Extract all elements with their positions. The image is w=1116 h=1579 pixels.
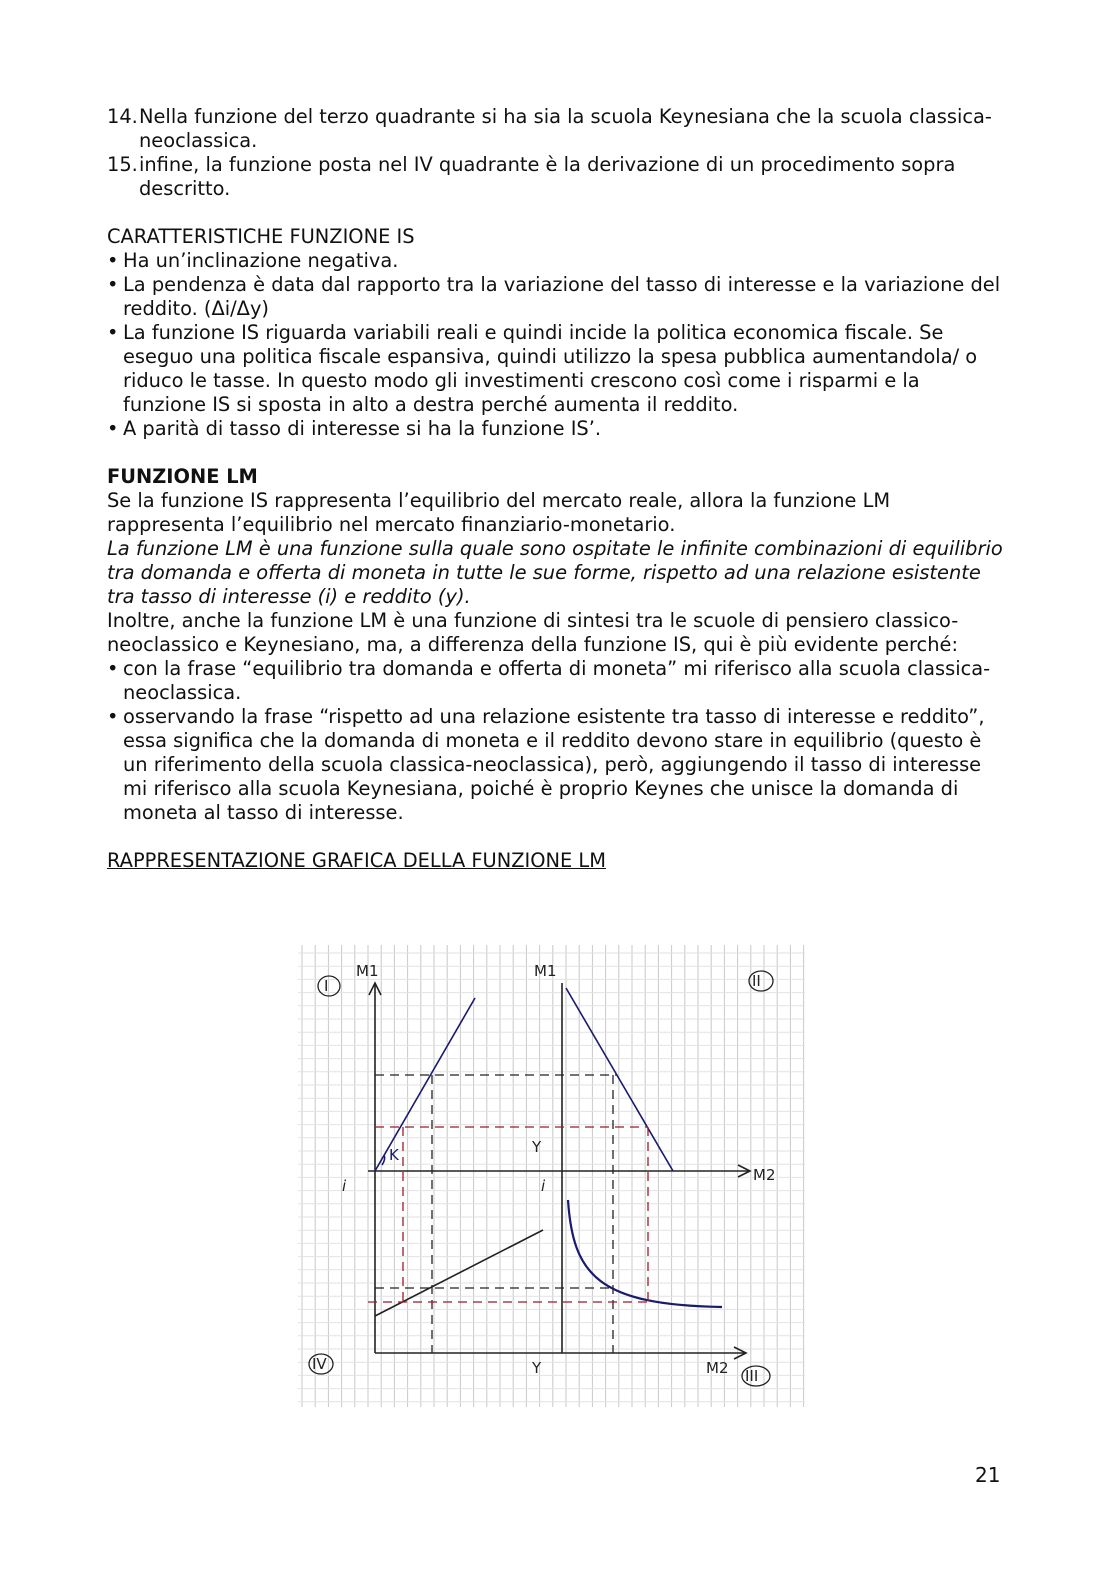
label-m1: M1 [534,962,557,980]
list-item: • La pendenza è data dal rapporto tra la variazione del tasso di interesse e la variazione del reddito. (Δi/Δy) [107,273,1001,320]
list-item: 15. infine, la funzione posta nel IV quadrante è la derivazione di un procedimento sopra descritto. [107,153,956,200]
label-y: Y [532,1359,542,1377]
label-q4: IV [312,1355,327,1373]
label-m1: M1 [356,962,379,980]
grid-paper [298,945,805,1407]
list-item: • Ha un’inclinazione negativa. [107,249,399,272]
label-y: Y [532,1138,542,1156]
is-heading: CARATTERISTICHE FUNZIONE IS [107,225,415,248]
label-k: K [389,1146,399,1164]
graph-heading: RAPPRESENTAZIONE GRAFICA DELLA FUNZIONE LM [107,849,606,872]
list-item: • La funzione IS riguarda variabili reali e quindi incide la politica economica fiscale. Se eseguo una politica fiscale espansiva, quindi utilizzo la spesa pubblica aumentandola/ o riduco le tasse. In questo modo gli investimenti crescono così come i risparmi e la funzione IS si sposta in alto a destra perché aumenta il reddito. [107,321,978,416]
page-number: 21 [975,1463,1001,1487]
list-item: • A parità di tasso di interesse si ha la funzione IS’. [107,417,602,440]
label-i: i [541,1177,546,1195]
list-item: • con la frase “equilibrio tra domanda e offerta di moneta” mi riferisco alla scuola classica-neoclassica. [107,657,991,704]
label-m2: M2 [753,1166,776,1184]
label-q2: II [752,972,761,990]
body-text [107,105,1007,873]
label-q3: III [745,1367,759,1385]
lm-heading: FUNZIONE LM [107,465,258,488]
label-q1: I [324,977,329,995]
lm-definition: La funzione LM è una funzione sulla quale sono ospitate le infinite combinazioni di equilibrio tra domanda e offerta di moneta in tutte le sue forme, rispetto ad una relazione esistente tra tasso di interesse (i) e reddito (y). [107,537,1003,608]
q2-line [566,988,673,1171]
lm-derivation-diagram [298,945,805,1407]
lm-intro: Se la funzione IS rappresenta l’equilibrio del mercato reale, allora la funzione LM rappresenta l’equilibrio nel mercato finanziario-monetario. [107,489,891,536]
label-m2: M2 [706,1359,729,1377]
label-i: i [342,1177,347,1195]
list-item: • osservando la frase “rispetto ad una relazione esistente tra tasso di interesse e reddito”, essa significa che la domanda di moneta e il reddito devono stare in equilibrio (questo è un riferimento della scuola classica-neoclassica), però, aggiungendo il tasso di interesse mi riferisco alla scuola Keynesiana, poiché è proprio Keynes che unisce la domanda di moneta al tasso di interesse. [107,705,985,824]
lm-synthesis: Inoltre, anche la funzione LM è una funzione di sintesi tra le scuole di pensiero classico-neoclassico e Keynesiano, ma, a differenza della funzione IS, qui è più evidente perché: [107,609,959,656]
list-item: 14. Nella funzione del terzo quadrante si ha sia la scuola Keynesiana che la scuola classica-neoclassica. [107,105,992,152]
